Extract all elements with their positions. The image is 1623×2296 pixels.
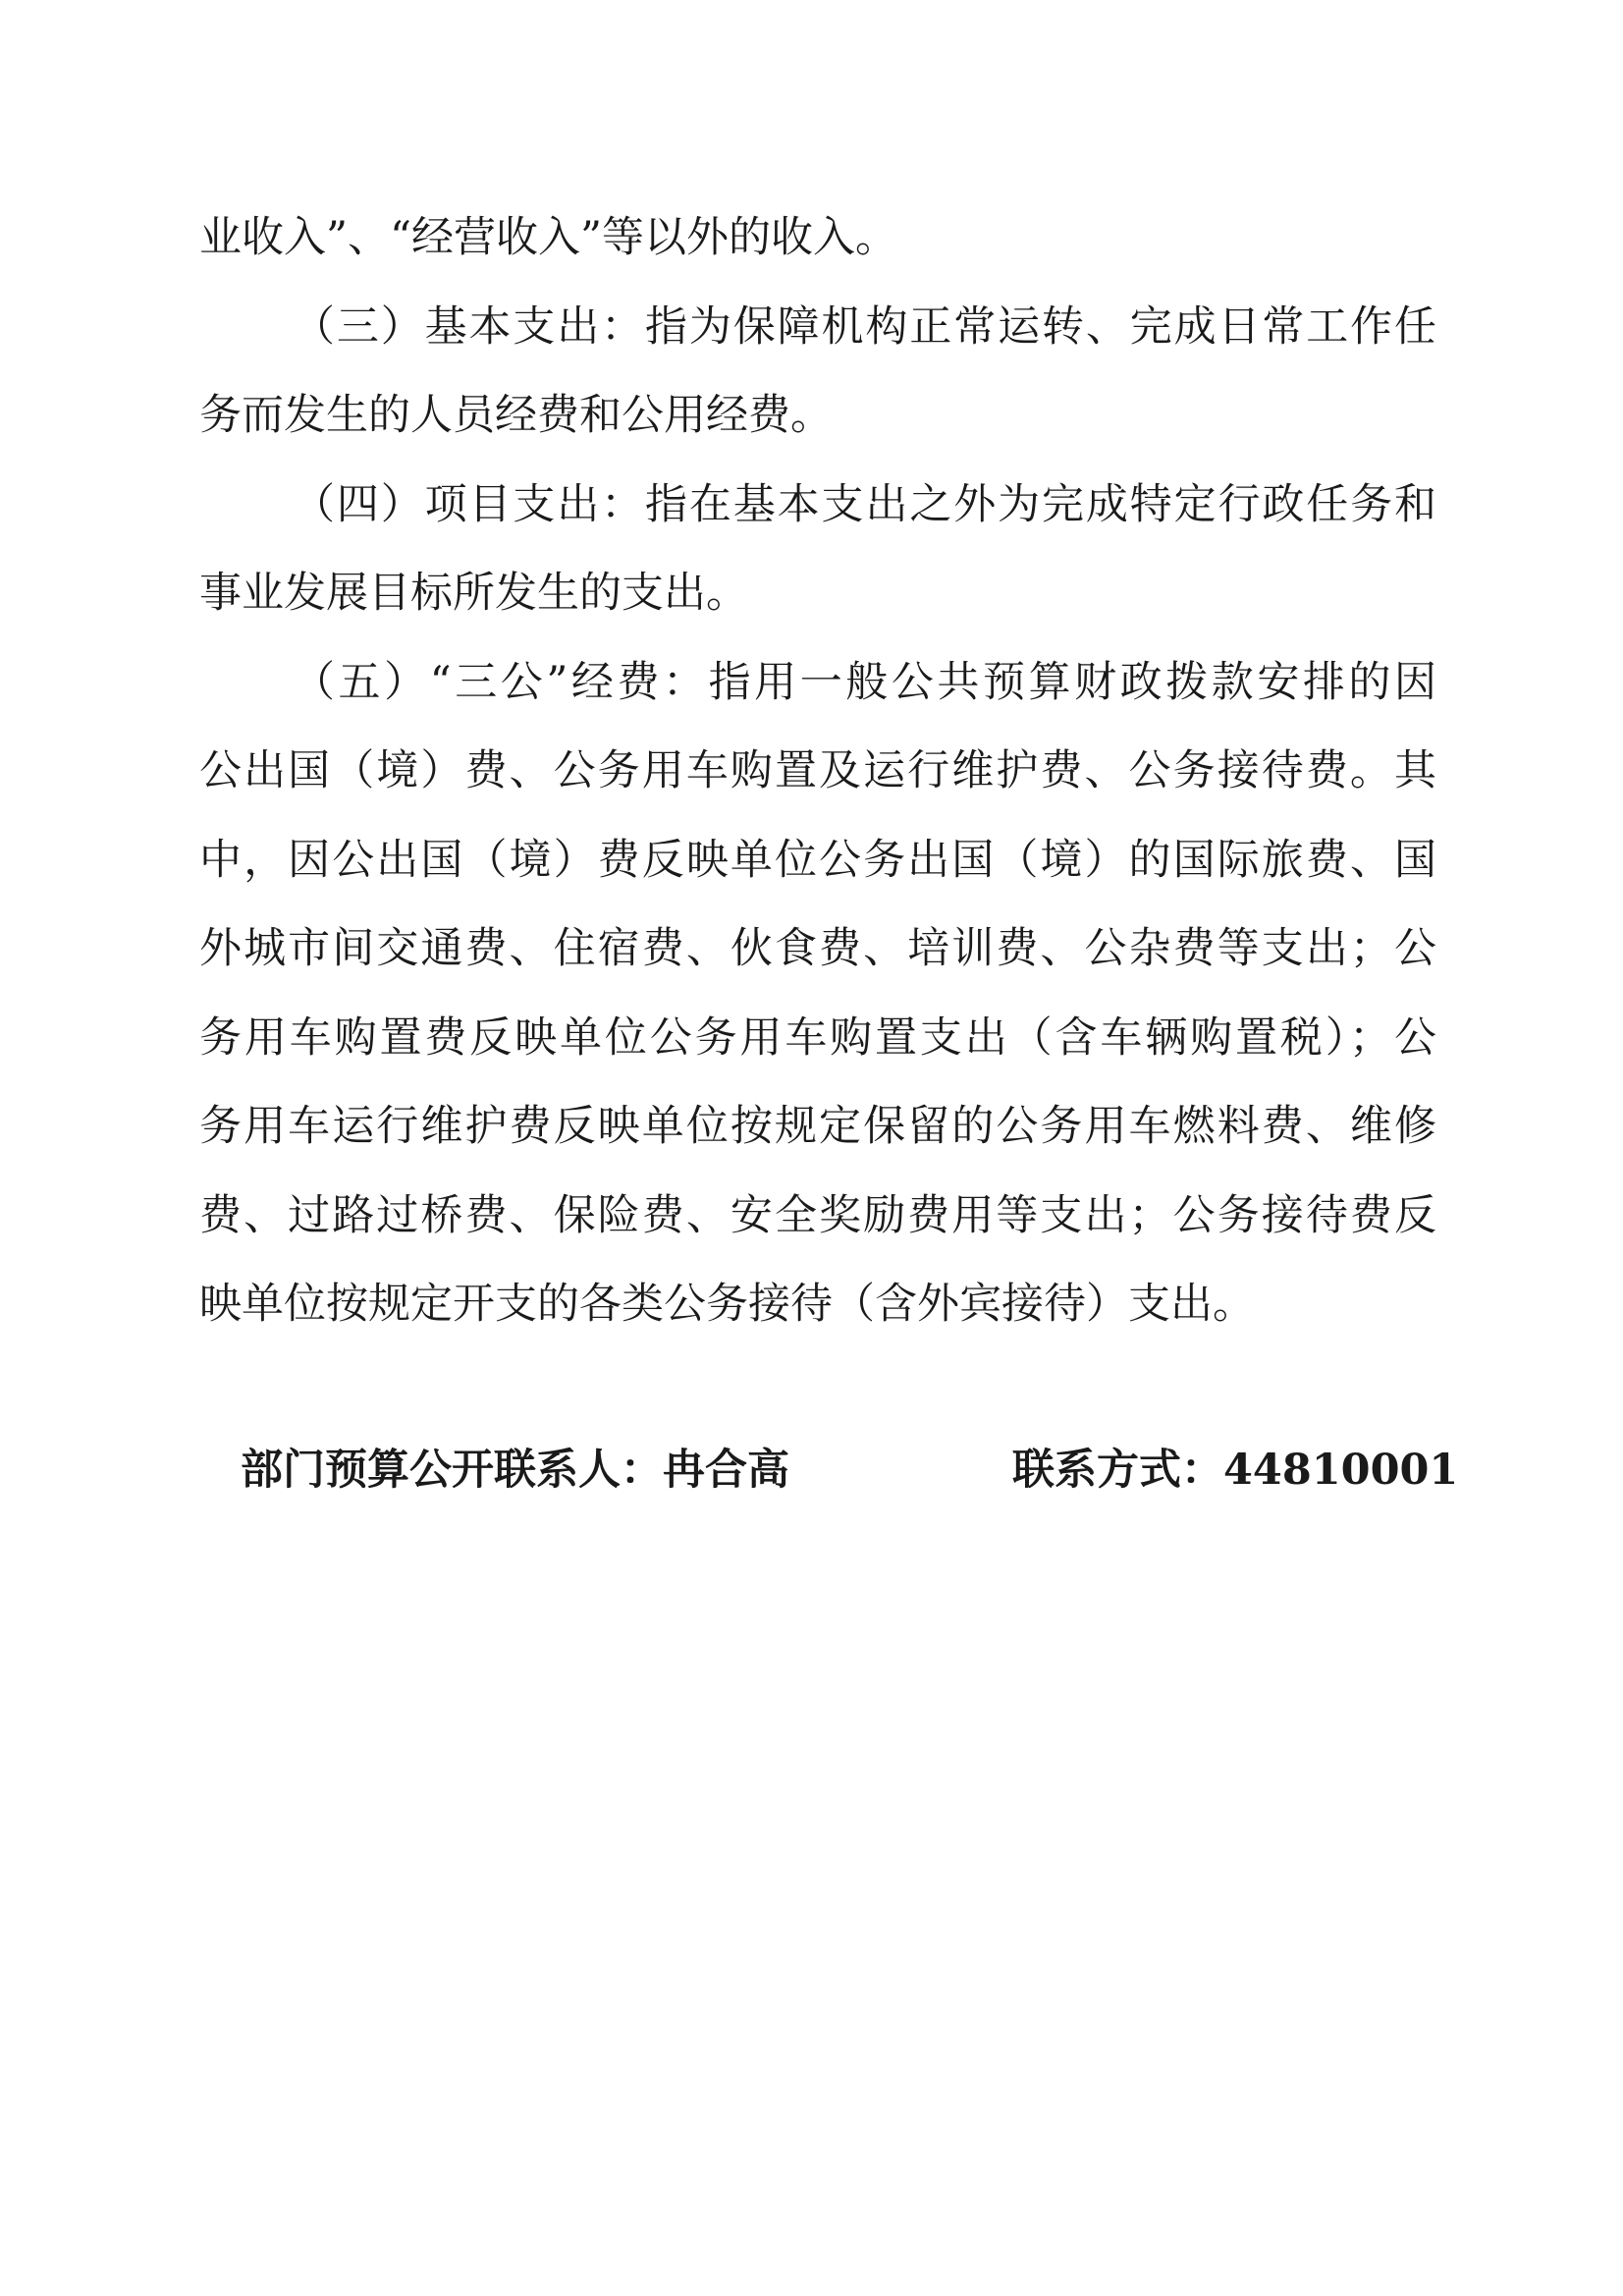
- paragraph-line: 务用车运行维护费反映单位按规定保留的公务用车燃料费、维修: [199, 1102, 1436, 1151]
- contact-method: 联系方式：44810001: [1012, 1446, 1459, 1495]
- paragraph-line: 务而发生的人员经费和公用经费。: [199, 391, 833, 440]
- paragraph-line: 务用车购置费反映单位公务用车购置支出（含车辆购置税）；公: [199, 1013, 1436, 1063]
- paragraph-line: （五）“三公”经费：指用一般公共预算财政拨款安排的因: [293, 658, 1436, 707]
- paragraph-line: 公出国（境）费、公务用车购置及运行维护费、公务接待费。其: [199, 746, 1436, 795]
- paragraph-line: 外城市间交通费、住宿费、伙食费、培训费、公杂费等支出；公: [199, 924, 1436, 973]
- paragraph-line: 映单位按规定开支的各类公务接待（含外宾接待）支出。: [199, 1280, 1255, 1329]
- paragraph-line: 事业发展目标所发生的支出。: [199, 569, 748, 618]
- contact-person: 部门预算公开联系人：冉合高: [241, 1446, 789, 1495]
- paragraph-line: （四）项目支出：指在基本支出之外为完成特定行政任务和: [293, 480, 1436, 529]
- paragraph-line: 中，因公出国（境）费反映单位公务出国（境）的国际旅费、国: [199, 836, 1436, 885]
- paragraph-line: 业收入”、“经营收入”等以外的收入。: [199, 213, 897, 262]
- paragraph-line: 费、过路过桥费、保险费、安全奖励费用等支出；公务接待费反: [199, 1191, 1436, 1240]
- paragraph-line: （三）基本支出：指为保障机构正常运转、完成日常工作任: [293, 302, 1436, 352]
